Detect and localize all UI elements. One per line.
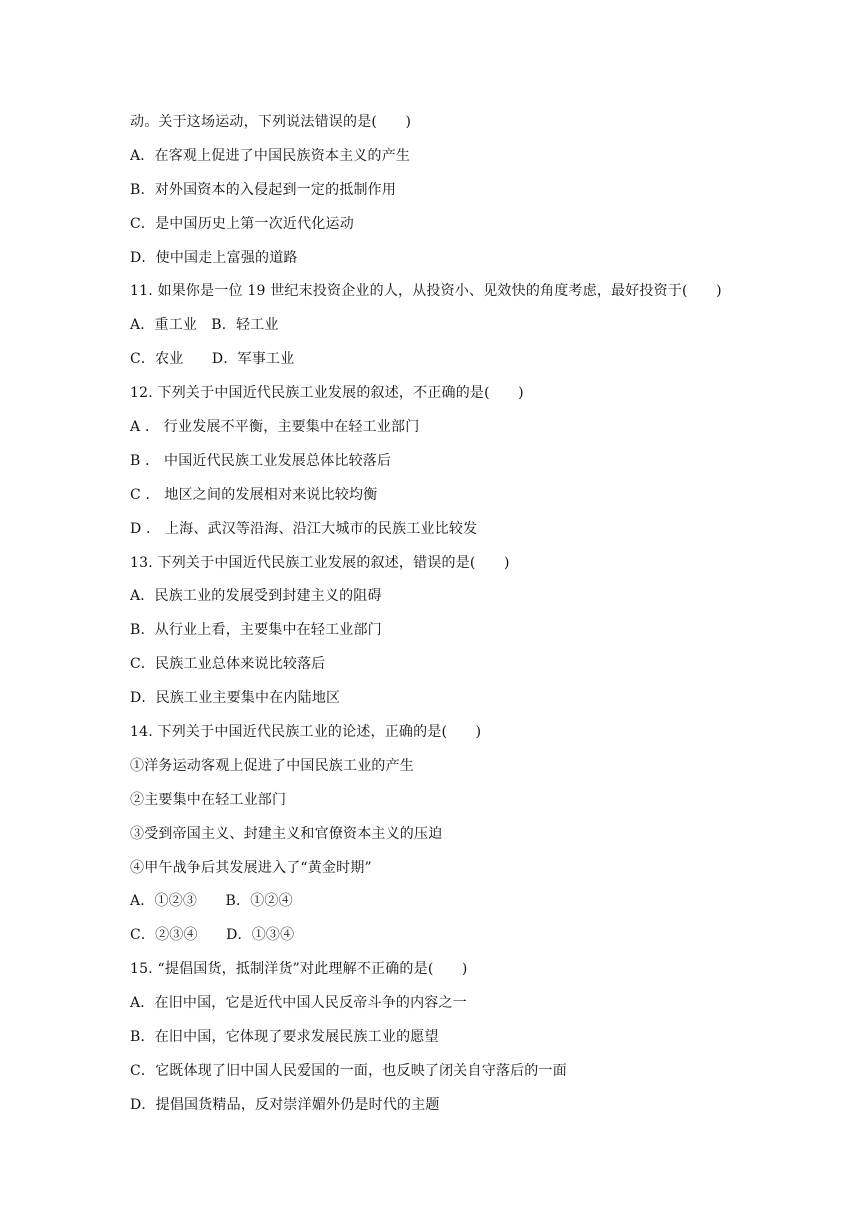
- option-line: C．它既体现了旧中国人民爱国的一面，也反映了闭关自守落后的一面: [130, 1062, 567, 1079]
- statement-line: ②主要集中在轻工业部门: [130, 791, 287, 808]
- option-line: A．在旧中国，它是近代中国人民反帝斗争的内容之一: [130, 995, 467, 1012]
- text-line: 动。关于这场运动，下列说法错误的是( ): [130, 114, 412, 130]
- option-line: C．农业 D．军事工业: [130, 351, 295, 368]
- option-line: C ． 地区之间的发展相对来说比较均衡: [130, 486, 378, 503]
- option-line: A．在客观上促进了中国民族资本主义的产生: [130, 147, 411, 164]
- question-13: 13. 下列关于中国近代民族工业发展的叙述，错误的是( ): [130, 554, 510, 571]
- option-line: A．①②③ B．①②④: [130, 893, 293, 910]
- option-line: D．民族工业主要集中在内陆地区: [130, 690, 341, 707]
- option-line: D．提倡国货精品，反对崇洋媚外仍是时代的主题: [130, 1096, 440, 1113]
- option-line: B ． 中国近代民族工业发展总体比较落后: [130, 452, 392, 469]
- question-12: 12. 下列关于中国近代民族工业发展的叙述，不正确的是( ): [130, 385, 524, 402]
- question-11: 11. 如果你是一位 19 世纪末投资企业的人，从投资小、见效快的角度考虑，最好投资于( ): [130, 283, 722, 300]
- option-line: B．从行业上看，主要集中在轻工业部门: [130, 622, 382, 639]
- question-text: [130, 111, 770, 1128]
- option-line: B．对外国资本的入侵起到一定的抵制作用: [130, 181, 397, 198]
- question-15: 15. “提倡国货，抵制洋货”对此理解不正确的是( ): [130, 961, 468, 978]
- option-line: C．民族工业总体来说比较落后: [130, 656, 326, 673]
- option-line: D ． 上海、武汉等沿海、沿江大城市的民族工业比较发: [130, 520, 478, 537]
- statement-line: ④甲午战争后其发展进入了“黄金时期”: [130, 859, 372, 876]
- statement-line: ③受到帝国主义、封建主义和官僚资本主义的压迫: [130, 825, 443, 842]
- option-line: A．重工业 B．轻工业: [130, 317, 279, 334]
- statement-line: ①洋务运动客观上促进了中国民族工业的产生: [130, 757, 414, 774]
- question-14: 14. 下列关于中国近代民族工业的论述，正确的是( ): [130, 724, 482, 741]
- option-line: B．在旧中国，它体现了要求发展民族工业的愿望: [130, 1029, 439, 1046]
- option-line: A．民族工业的发展受到封建主义的阻碍: [130, 588, 382, 605]
- option-line: C．②③④ D．①③④: [130, 927, 295, 944]
- option-line: A ． 行业发展不平衡，主要集中在轻工业部门: [130, 419, 420, 436]
- option-line: D．使中国走上富强的道路: [130, 249, 298, 266]
- option-line: C．是中国历史上第一次近代化运动: [130, 215, 354, 232]
